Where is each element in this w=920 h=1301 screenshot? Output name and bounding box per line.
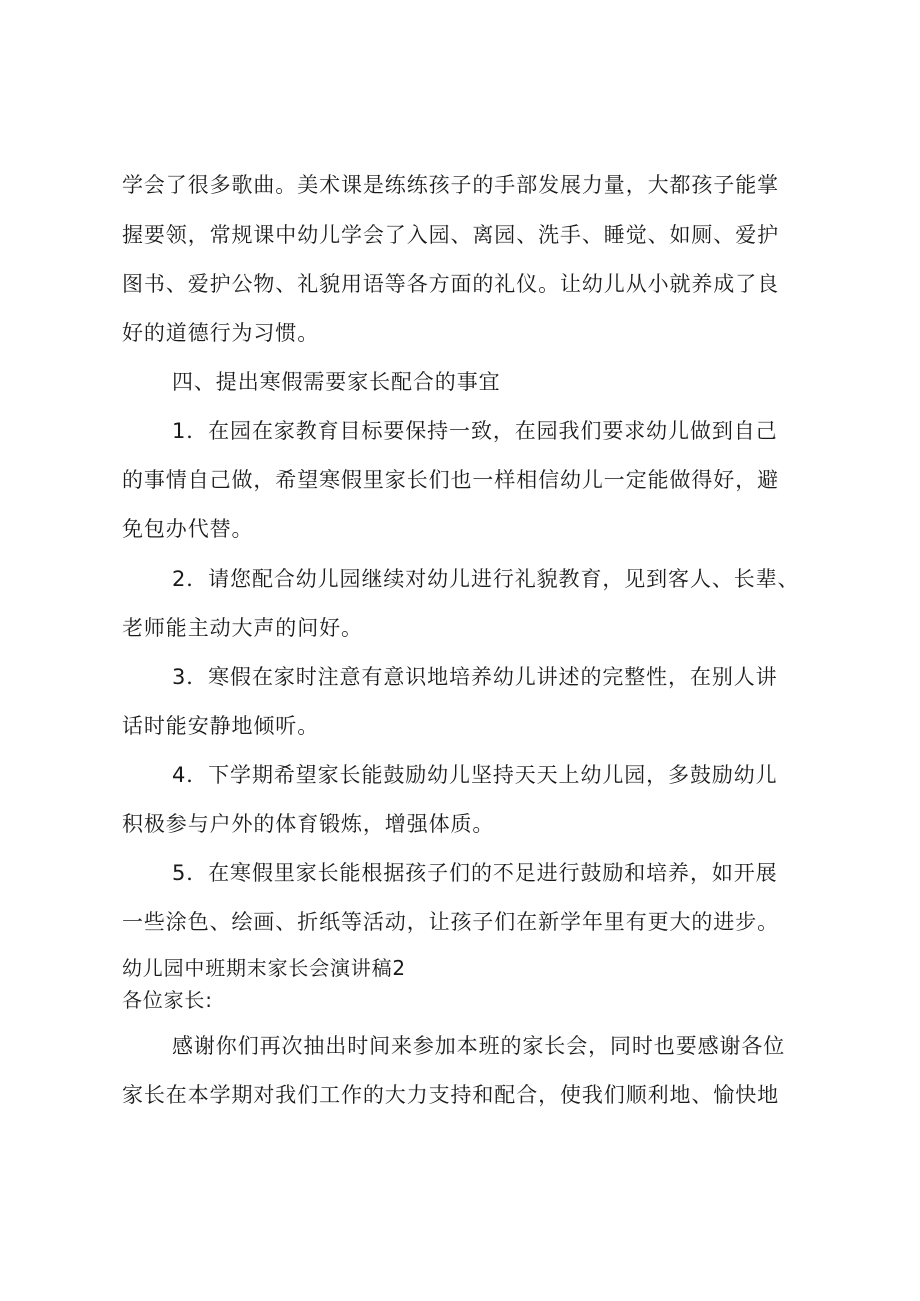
- body-line: 握要领，常规课中幼儿学会了入园、离园、洗手、睡觉、如厕、爱护: [122, 223, 779, 247]
- section-heading: 四、提出寒假需要家长配合的事宜: [172, 370, 501, 394]
- numbered-item: 5．在寒假里家长能根据孩子们的不足进行鼓励和培养，如开展: [172, 861, 778, 885]
- body-line: 老师能主动大声的问好。: [122, 616, 363, 640]
- numbered-item: 4．下学期希望家长能鼓励幼儿坚持天天上幼儿园，多鼓励幼儿: [172, 763, 778, 787]
- body-line: 图书、爱护公物、礼貌用语等各方面的礼仪。让幼儿从小就养成了良: [122, 272, 779, 296]
- body-line: 的事情自己做，希望寒假里家长们也一样相信幼儿一定能做得好，避: [122, 468, 779, 492]
- body-line: 一些涂色、绘画、折纸等活动，让孩子们在新学年里有更大的进步。: [122, 910, 779, 934]
- paragraph-line: 感谢你们再次抽出时间来参加本班的家长会，同时也要感谢各位: [172, 1034, 786, 1058]
- body-line: 学会了很多歌曲。美术课是练练孩子的手部发展力量，大都孩子能掌: [122, 173, 779, 197]
- body-line: 好的道德行为习惯。: [122, 321, 320, 345]
- numbered-item: 2．请您配合幼儿园继续对幼儿进行礼貌教育，见到客人、长辈、: [172, 567, 800, 591]
- body-line: 家长在本学期对我们工作的大力支持和配合，使我们顺利地、愉快地: [122, 1083, 779, 1107]
- body-line: 积极参与户外的体育锻炼，增强体质。: [122, 812, 495, 836]
- body-line: 话时能安静地倾听。: [122, 714, 320, 738]
- body-line: 免包办代替。: [122, 517, 254, 541]
- salutation: 各位家长:: [122, 988, 213, 1012]
- numbered-item: 3．寒假在家时注意有意识地培养幼儿讲述的完整性，在别人讲: [172, 665, 778, 689]
- article-title: 幼儿园中班期末家长会演讲稿2: [122, 956, 406, 980]
- numbered-item: 1．在园在家教育目标要保持一致，在园我们要求幼儿做到自己: [172, 419, 778, 443]
